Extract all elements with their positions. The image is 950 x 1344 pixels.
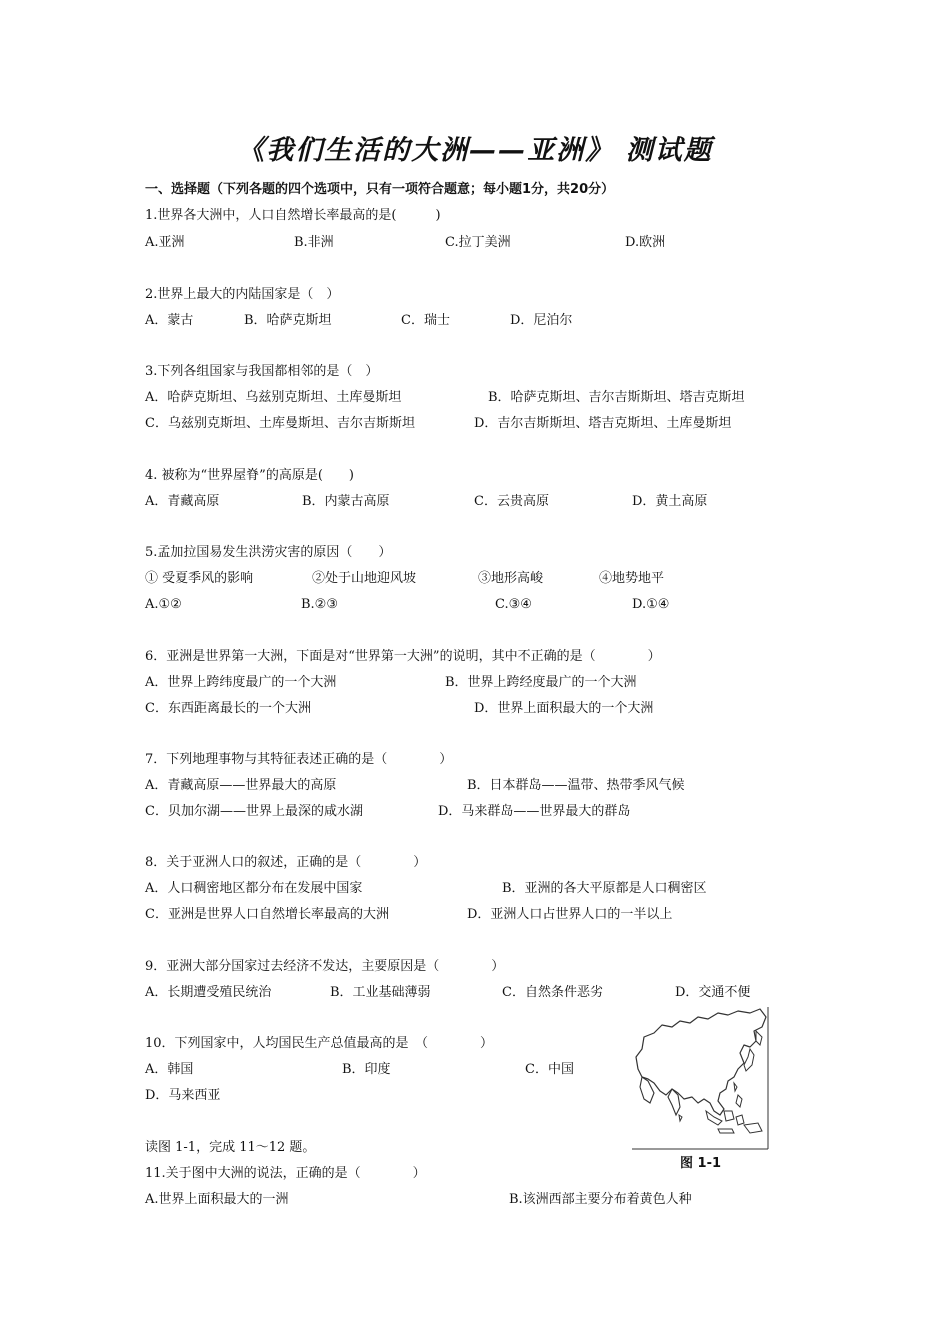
- question-1-option-a: A.亚洲: [145, 235, 185, 250]
- question-3-option-d: D．吉尔吉斯斯坦、塔吉克斯坦、土库曼斯坦: [474, 416, 732, 431]
- section-heading: 一、选择题（下列各题的四个选项中，只有一项符合题意；每小题1分，共20分）: [145, 182, 615, 197]
- question-9-option-c: C．自然条件恶劣: [502, 985, 603, 1000]
- question-1-option-c: C.拉丁美洲: [445, 235, 511, 250]
- figure-caption: 图 1-1: [680, 1156, 722, 1171]
- question-11-option-a: A.世界上面积最大的一洲: [145, 1192, 289, 1207]
- question-11-stem: 11.关于图中大洲的说法，正确的是（ ）: [145, 1166, 426, 1181]
- reading-instruction: 读图 1-1，完成 11～12 题。: [145, 1140, 316, 1155]
- question-2-option-b: B．哈萨克斯坦: [244, 313, 332, 328]
- page-title: 《我们生活的大洲——亚洲》 测试题: [237, 135, 713, 166]
- question-10-option-d: D．马来西亚: [145, 1088, 221, 1103]
- question-2-option-d: D．尼泊尔: [510, 313, 573, 328]
- question-9-option-a: A．长期遭受殖民统治: [145, 985, 272, 1000]
- question-10-option-a: A．韩国: [145, 1062, 194, 1077]
- question-4-stem: 4. 被称为“世界屋脊”的高原是( ): [145, 468, 354, 483]
- question-5-stem: 5.孟加拉国易发生洪涝灾害的原因（ ）: [145, 545, 392, 560]
- question-9-option-d: D．交通不便: [675, 985, 751, 1000]
- question-4-option-a: A．青藏高原: [145, 494, 220, 509]
- question-9-option-b: B．工业基础薄弱: [330, 985, 431, 1000]
- question-7-option-a: A．青藏高原——世界最大的高原: [145, 778, 337, 793]
- question-11-option-b: B.该洲西部主要分布着黄色人种: [509, 1192, 692, 1207]
- question-6-option-c: C．东西距离最长的一个大洲: [145, 701, 311, 716]
- question-10-stem: 10．下列国家中，人均国民生产总值最高的是 （ ）: [145, 1036, 494, 1051]
- question-6-option-a: A．世界上跨纬度最广的一个大洲: [145, 675, 337, 690]
- question-9-stem: 9．亚洲大部分国家过去经济不发达，主要原因是（ ）: [145, 959, 505, 974]
- question-8-option-d: D．亚洲人口占世界人口的一半以上: [467, 907, 673, 922]
- question-6-stem: 6．亚洲是世界第一大洲，下面是对“世界第一大洲”的说明，其中不正确的是（ ）: [145, 649, 661, 664]
- question-7-option-c: C．贝加尔湖——世界上最深的咸水湖: [145, 804, 363, 819]
- question-8-option-c: C．亚洲是世界人口自然增长率最高的大洲: [145, 907, 389, 922]
- question-3-option-a: A．哈萨克斯坦、乌兹别克斯坦、土库曼斯坦: [145, 390, 402, 405]
- question-3-option-b: B．哈萨克斯坦、吉尔吉斯斯坦、塔吉克斯坦: [488, 390, 745, 405]
- question-4-option-c: C．云贵高原: [474, 494, 549, 509]
- question-5-statement-2: ②处于山地迎风坡: [312, 571, 417, 586]
- question-10-option-b: B．印度: [342, 1062, 391, 1077]
- question-7-stem: 7．下列地理事物与其特征表述正确的是（ ）: [145, 752, 453, 767]
- question-8-option-b: B．亚洲的各大平原都是人口稠密区: [502, 881, 707, 896]
- question-2-option-a: A．蒙古: [145, 313, 194, 328]
- question-8-option-a: A．人口稠密地区都分布在发展中国家: [145, 881, 363, 896]
- question-4-option-d: D．黄土高原: [632, 494, 708, 509]
- question-4-option-b: B．内蒙古高原: [302, 494, 390, 509]
- question-3-stem: 3.下列各组国家与我国都相邻的是（ ）: [145, 364, 379, 379]
- question-7-option-d: D．马来群岛——世界最大的群岛: [438, 804, 631, 819]
- question-2-option-c: C．瑞士: [401, 313, 450, 328]
- question-2-stem: 2.世界上最大的内陆国家是（ ）: [145, 287, 340, 302]
- question-1-option-b: B.非洲: [294, 235, 334, 250]
- question-8-stem: 8．关于亚洲人口的叙述，正确的是（ ）: [145, 855, 427, 870]
- question-1-stem: 1.世界各大洲中，人口自然增长率最高的是( ): [145, 208, 441, 223]
- question-5-option-a: A.①②: [145, 597, 182, 612]
- question-1-option-d: D.欧洲: [625, 235, 666, 250]
- question-5-option-c: C.③④: [495, 597, 532, 612]
- question-10-option-c: C．中国: [525, 1062, 574, 1077]
- question-3-option-c: C．乌兹别克斯坦、土库曼斯坦、吉尔吉斯斯坦: [145, 416, 415, 431]
- question-6-option-b: B．世界上跨经度最广的一个大洲: [445, 675, 637, 690]
- question-5-statement-1: ① 受夏季风的影响: [145, 571, 254, 586]
- question-5-option-b: B.②③: [301, 597, 338, 612]
- question-7-option-b: B．日本群岛——温带、热带季风气候: [467, 778, 685, 793]
- question-5-statement-4: ④地势地平: [599, 571, 665, 586]
- question-6-option-d: D．世界上面积最大的一个大洲: [474, 701, 654, 716]
- question-5-statement-3: ③地形高峻: [478, 571, 544, 586]
- asia-map-icon: [632, 1007, 769, 1150]
- question-5-option-d: D.①④: [632, 597, 670, 612]
